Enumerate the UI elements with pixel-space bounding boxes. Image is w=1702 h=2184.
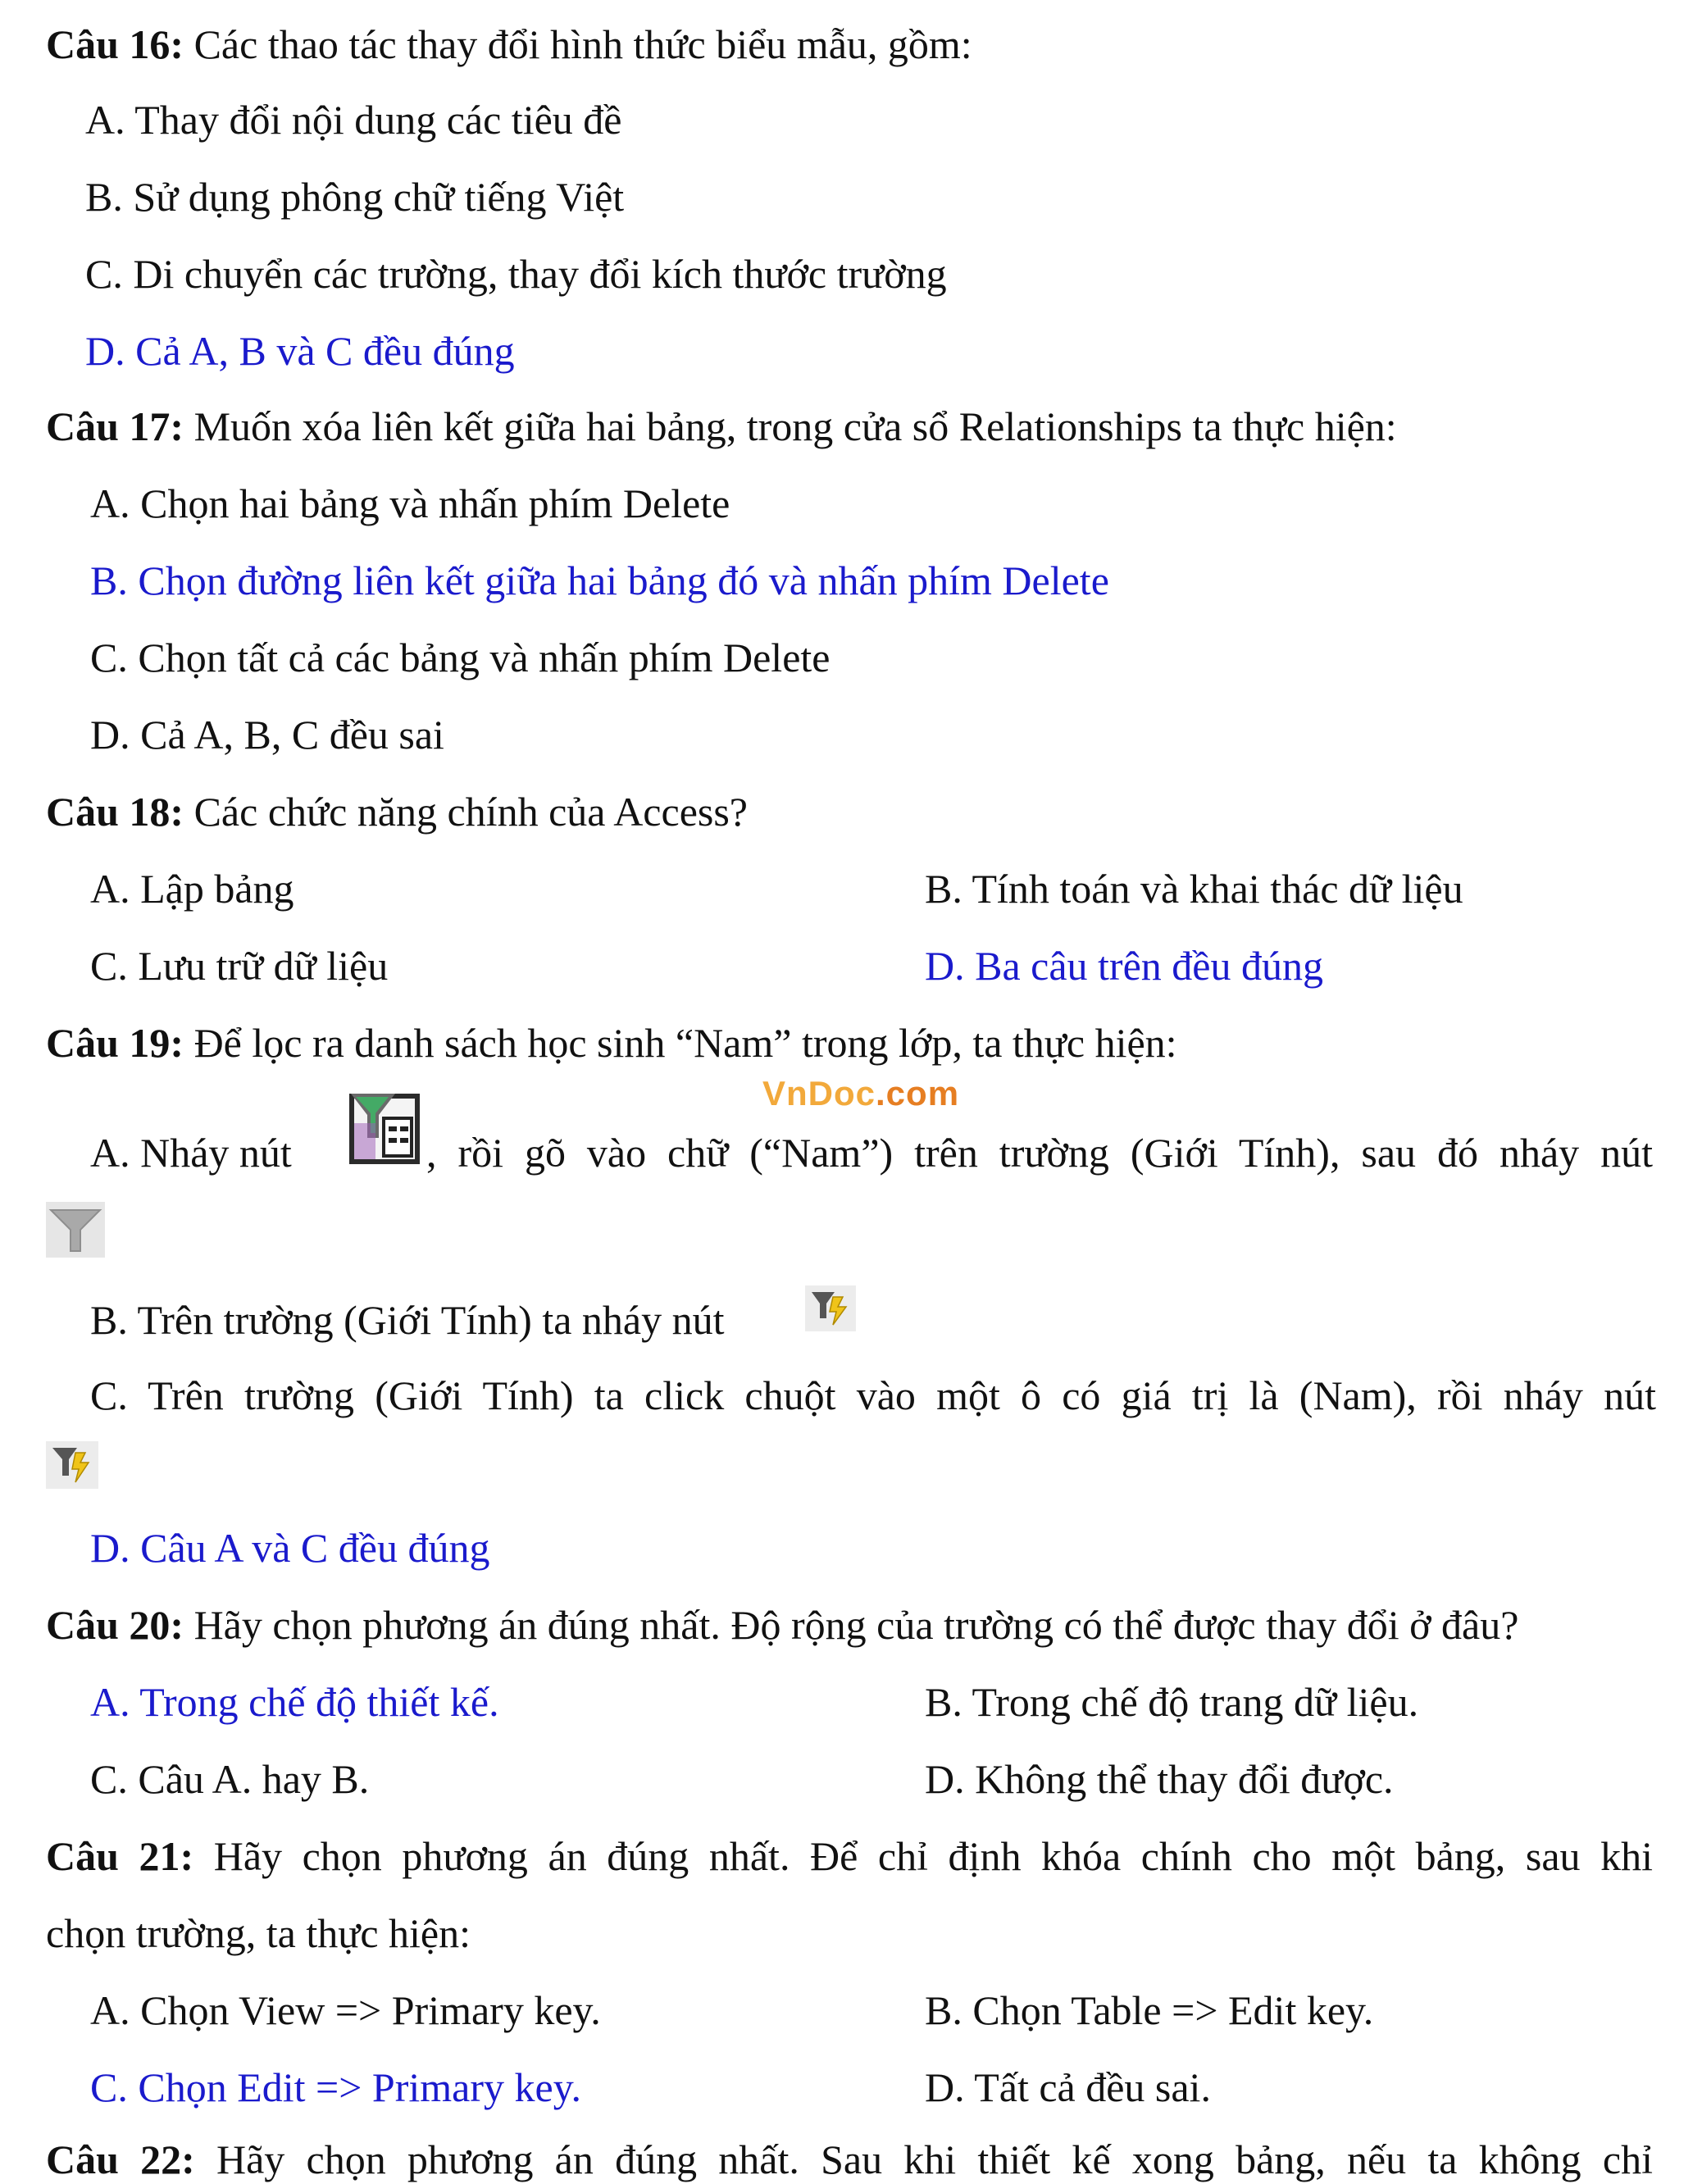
option-a: A. Chọn hai bảng và nhấn phím Delete xyxy=(90,480,730,526)
filter-by-selection-icon[interactable] xyxy=(805,1285,856,1331)
question-number: Câu 21: xyxy=(46,1833,194,1879)
option-a: A. Chọn View => Primary key. xyxy=(90,1987,601,2033)
option-d: D. Cả A, B, C đều sai xyxy=(90,712,444,758)
option-d: D. Tất cả đều sai. xyxy=(925,2064,1211,2110)
question-number: Câu 18: xyxy=(46,789,184,835)
option-c-line1: C. Trên trường (Giới Tính) ta click chuột vào một ô có giá trị là (Nam), rồi nháy nút xyxy=(90,1372,1656,1418)
question-text: Các thao tác thay đổi hình thức biểu mẫu, gồm: xyxy=(184,21,972,67)
question-16 xyxy=(46,20,972,69)
watermark-logo: VnDoc.com xyxy=(762,1074,960,1112)
option-a: A. Lập bảng xyxy=(90,866,294,912)
filter-by-selection-icon[interactable] xyxy=(46,1441,98,1489)
option-d-correct: D. Cả A, B và C đều đúng xyxy=(85,328,515,374)
question-text: Hãy chọn phương án đúng nhất. Để chỉ định khóa chính cho một bảng, sau khi xyxy=(193,1833,1653,1879)
question-number: Câu 17: xyxy=(46,403,184,449)
question-text: Hãy chọn phương án đúng nhất. Độ rộng của trường có thể được thay đổi ở đâu? xyxy=(184,1602,1519,1648)
question-number: Câu 20: xyxy=(46,1602,184,1648)
question-21-continuation: chọn trường, ta thực hiện: xyxy=(46,1910,471,1956)
option-c: C. Di chuyển các trường, thay đổi kích thước trường xyxy=(85,251,947,297)
option-d-correct: D. Ba câu trên đều đúng xyxy=(925,943,1323,989)
option-a-correct: A. Trong chế độ thiết kế. xyxy=(90,1679,499,1725)
question-18 xyxy=(46,787,748,836)
option-c: C. Chọn tất cả các bảng và nhấn phím Delete xyxy=(90,635,831,680)
question-text: Hãy chọn phương án đúng nhất. Sau khi thiết kế xong bảng, nếu ta không chỉ xyxy=(194,2136,1653,2182)
question-text: Để lọc ra danh sách học sinh “Nam” trong lớp, ta thực hiện: xyxy=(184,1020,1177,1066)
option-c-correct: C. Chọn Edit => Primary key. xyxy=(90,2064,581,2110)
option-a-line1-cont: , rồi gõ vào chữ (“Nam”) trên trường (Giới Tính), sau đó nháy nút xyxy=(426,1130,1653,1176)
option-a: A. Thay đổi nội dung các tiêu đề xyxy=(85,97,622,143)
question-number: Câu 22: xyxy=(46,2136,195,2182)
option-d: D. Không thể thay đổi được. xyxy=(925,1756,1394,1802)
filter-by-form-icon xyxy=(348,1090,423,1167)
question-20 xyxy=(46,1600,1518,1649)
option-b: B. Chọn Table => Edit key. xyxy=(925,1987,1374,2033)
option-c: C. Câu A. hay B. xyxy=(90,1756,370,1802)
question-22 xyxy=(46,2135,1653,2184)
option-b: B. Tính toán và khai thác dữ liệu xyxy=(925,866,1463,912)
option-b: B. Trong chế độ trang dữ liệu. xyxy=(925,1679,1419,1725)
option-b: B. Sử dụng phông chữ tiếng Việt xyxy=(85,174,625,220)
option-d-correct: D. Câu A và C đều đúng xyxy=(90,1525,490,1571)
question-number: Câu 16: xyxy=(46,21,184,67)
apply-filter-icon[interactable] xyxy=(46,1202,105,1258)
option-a-line1: A. Nháy nút xyxy=(90,1130,292,1176)
option-c: C. Lưu trữ dữ liệu xyxy=(90,943,389,989)
question-text: Các chức năng chính của Access? xyxy=(184,789,748,835)
question-17 xyxy=(46,402,1397,451)
option-b: B. Trên trường (Giới Tính) ta nháy nút xyxy=(90,1297,725,1343)
option-b-correct: B. Chọn đường liên kết giữa hai bảng đó và nhấn phím Delete xyxy=(90,557,1109,603)
question-text: Muốn xóa liên kết giữa hai bảng, trong cửa sổ Relationships ta thực hiện: xyxy=(184,403,1397,449)
question-21 xyxy=(46,1831,1653,1881)
question-19 xyxy=(46,1018,1177,1067)
question-number: Câu 19: xyxy=(46,1020,184,1066)
